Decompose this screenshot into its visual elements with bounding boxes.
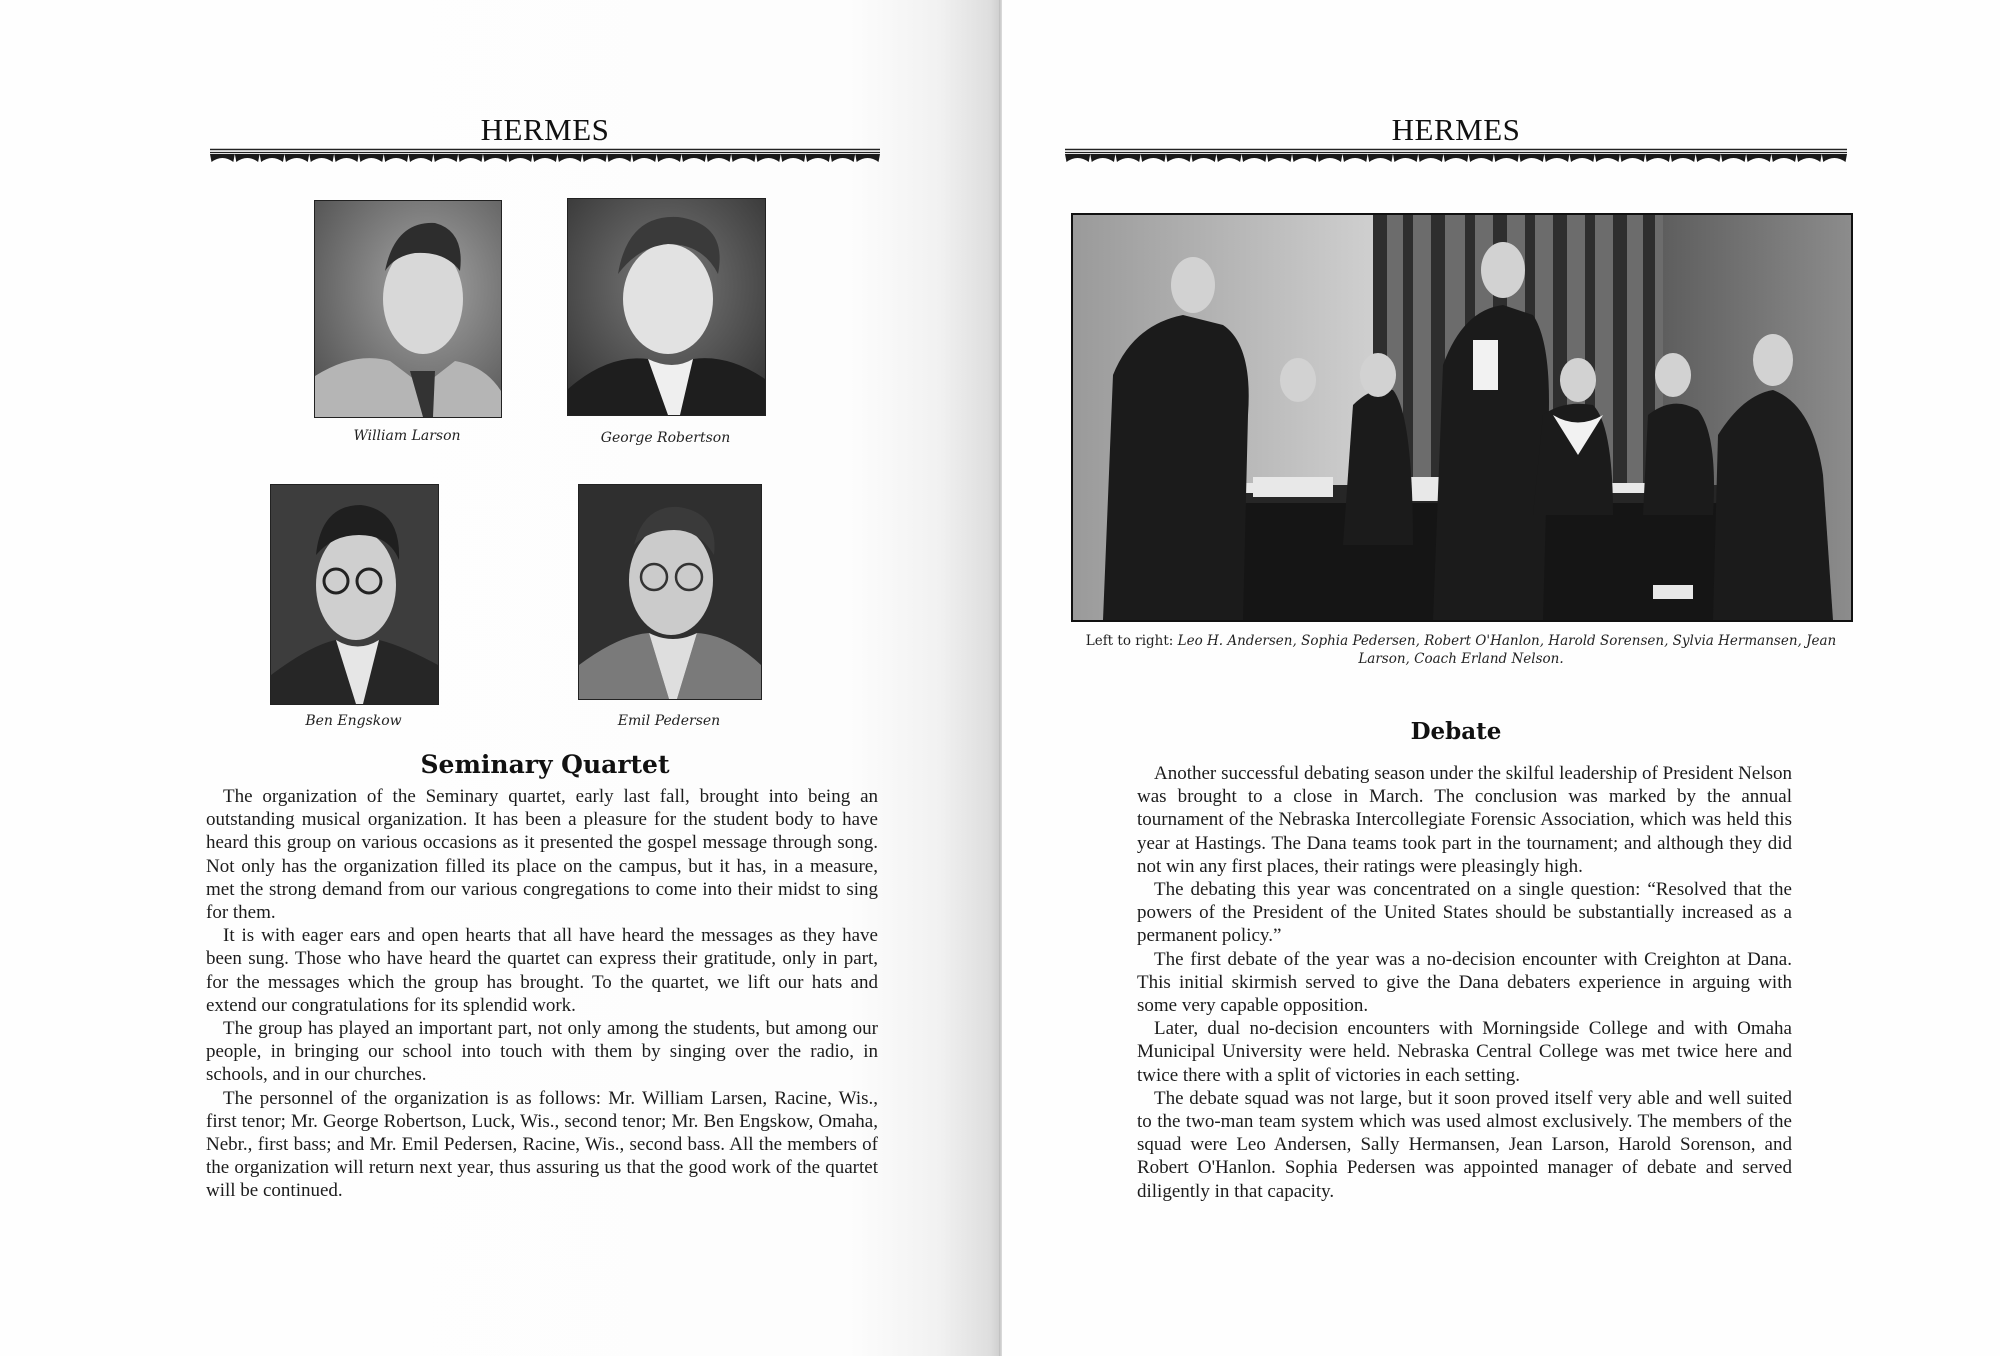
portrait-image	[579, 485, 761, 699]
seminary-quartet-article	[206, 785, 878, 1203]
portrait-photo	[270, 484, 439, 705]
portrait-caption: Ben Engskow	[305, 713, 402, 729]
article-paragraph: The debate squad was not large, but it soon proved itself very able and well suited to the two-man team system which was used almost exclusively. The members of the squad were Leo Andersen, Sally Hermansen, Jean Larson, Harold Sorenson, and Robert O'Hanlon. Sophia Pedersen was appointed manager of debate and served diligently in that capacity.	[1137, 1087, 1792, 1202]
section-title-seminary-quartet: Seminary Quartet	[420, 750, 670, 779]
article-paragraph: The organization of the Seminary quartet, early last fall, brought into being an outstanding musical organization. It has been a pleasure for the student body to have heard this group on various occasions as it presented the gospel message through song. Not only has the organization filled its place on the campus, but it has, in a measure, met the strong demand from our various congregations to come into their midst to sing for them.	[206, 786, 878, 924]
running-head-right: HERMES	[1391, 112, 1521, 147]
caption-prefix: Left to right:	[1085, 633, 1178, 649]
article-paragraph: It is with eager ears and open hearts that all have heard the messages as they have been sung. Those who have heard the quartet can express their gratitude, only in part, for the messages which the group has brought. To the quartet, we lift our hats and extend our congratulations for its splendid work.	[206, 925, 878, 1016]
portrait-image	[271, 485, 438, 704]
caption-names: Leo H. Andersen, Sophia Pedersen, Robert O'Hanlon, Harold Sorensen, Sylvia Hermansen, Jean Larson, Coach Erland Nelson.	[1177, 633, 1837, 667]
portrait-image	[315, 201, 501, 417]
article-paragraph: The group has played an important part, not only among the students, but among our people, in bringing our school into touch with them by singing over the radio, in schools, and in our churches.	[206, 1018, 878, 1086]
portrait-photo	[567, 198, 766, 416]
debate-article	[1137, 762, 1792, 1203]
portrait-caption: George Robertson	[600, 430, 731, 446]
portrait-photo	[578, 484, 762, 700]
article-paragraph: The debating this year was concentrated on a single question: “Resolved that the powers of the President of the United States should be substantially increased as a permanent policy.”	[1137, 879, 1792, 947]
debate-group-photo	[1071, 213, 1853, 622]
section-title-debate: Debate	[1410, 718, 1502, 745]
portrait-photo	[314, 200, 502, 418]
article-paragraph: Later, dual no-decision encounters with Morningside College and with Omaha Municipal University were held. Nebraska Central College was met twice here and twice there with a split of victories in each setting.	[1137, 1018, 1792, 1086]
portrait-caption: William Larson	[353, 428, 461, 444]
article-paragraph: The first debate of the year was a no-decision encounter with Creighton at Dana. This initial skirmish served to give the Dana debaters experience in arguing with some very capable opposition.	[1137, 948, 1792, 1017]
article-paragraph: Another successful debating season under the skilful leadership of President Nelson was brought to a close in March. The conclusion was marked by the annual tournament of the Nebraska Intercollegiate Forensic Association, which was held this year at Hastings. The Dana teams took part in the tournament; and although they did not win any first places, their ratings were pleasingly high.	[1137, 763, 1792, 877]
group-photo-caption	[1071, 632, 1851, 668]
right-page	[1002, 0, 2000, 1356]
portrait-image	[568, 199, 765, 415]
group-photo-image	[1073, 215, 1851, 620]
article-paragraph: The personnel of the organization is as follows: Mr. William Larsen, Racine, Wis., first tenor; Mr. George Robertson, Luck, Wis., second tenor; Mr. Ben Engskow, Omaha, Nebr., first bass; and Mr. Emil Pedersen, Racine, Wis., second bass. All the members of the organization will return next year, thus assuring us that the good work of the quartet will be continued.	[206, 1087, 878, 1202]
scalloped-rule-left	[210, 148, 880, 164]
scalloped-rule-right	[1065, 148, 1847, 164]
running-head-left: HERMES	[480, 112, 610, 147]
portrait-caption: Emil Pedersen	[617, 713, 721, 729]
